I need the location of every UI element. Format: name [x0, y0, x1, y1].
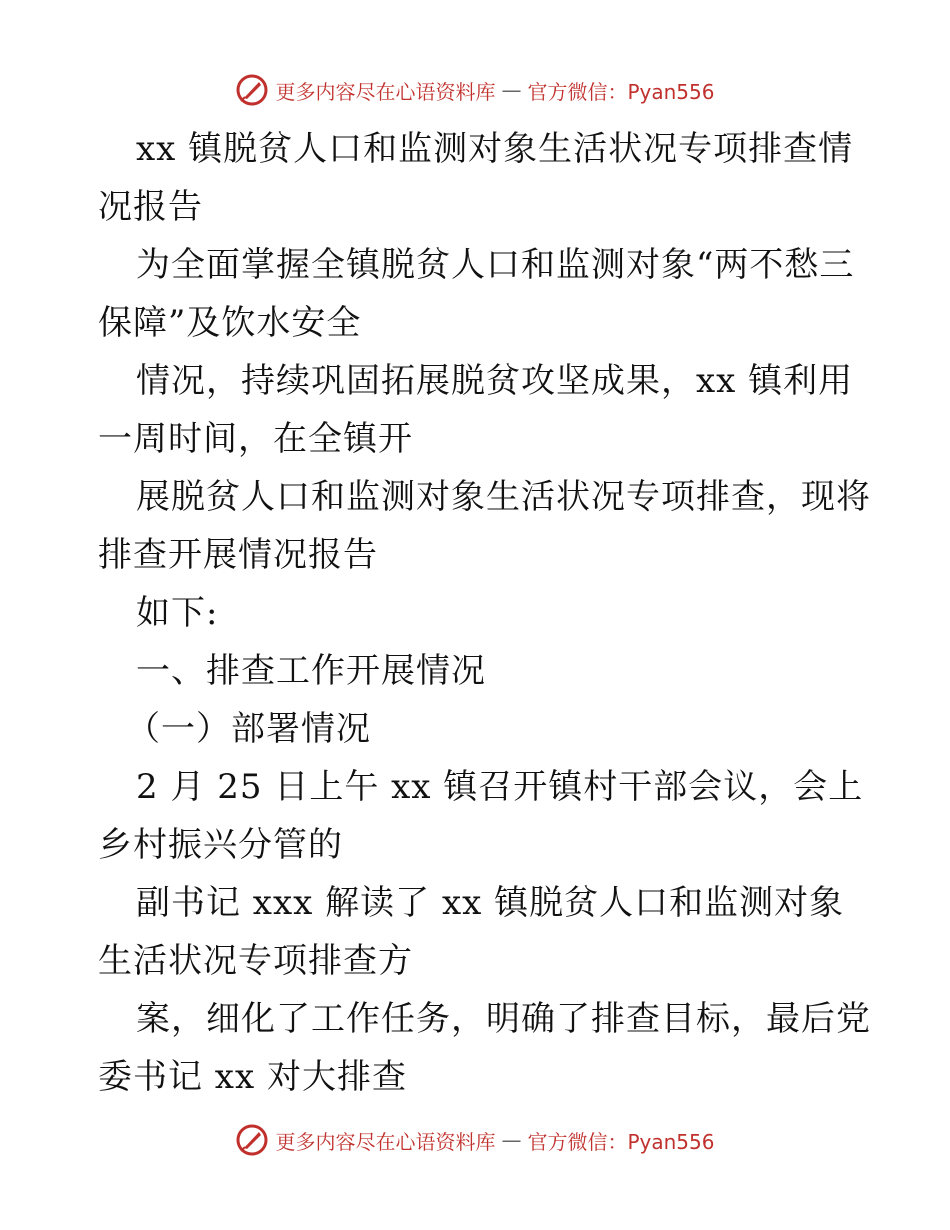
- watermark-dash: —: [501, 1128, 522, 1152]
- paragraph-line: 委书记 xx 对大排查: [98, 1057, 407, 1097]
- paragraph-line: 排查开展情况报告: [98, 535, 378, 575]
- watermark-wechat: 官方微信：Pyan556: [527, 79, 715, 104]
- watermark-wechat: 官方微信：Pyan556: [527, 1129, 715, 1154]
- document-body: [98, 120, 871, 1106]
- watermark-dash: —: [501, 78, 522, 102]
- watermark-text: 更多内容尽在心语资料库: [275, 1129, 496, 1154]
- feather-pen-icon: [235, 1123, 269, 1157]
- header-watermark: [0, 70, 950, 110]
- title-line-1: xx 镇脱贫人口和监测对象生活状况专项排查情: [136, 129, 854, 169]
- feather-pen-icon: [235, 73, 269, 107]
- paragraph-line: 展脱贫人口和监测对象生活状况专项排查，现将: [136, 477, 871, 517]
- subsection-heading: （一）部署情况: [126, 709, 371, 749]
- paragraph-line: 生活状况专项排查方: [98, 941, 413, 981]
- paragraph-line: 2 月 25 日上午 xx 镇召开镇村干部会议，会上: [136, 767, 864, 807]
- paragraph-line: 案，细化了工作任务，明确了排查目标，最后党: [136, 999, 871, 1039]
- paragraph-line: 为全面掌握全镇脱贫人口和监测对象“两不愁三: [136, 245, 855, 285]
- paragraph-line: 情况，持续巩固拓展脱贫攻坚成果，xx 镇利用: [136, 361, 854, 401]
- paragraph-line: 副书记 xxx 解读了 xx 镇脱贫人口和监测对象: [136, 883, 845, 923]
- paragraph-line: 一周时间，在全镇开: [98, 419, 413, 459]
- footer-watermark: [0, 1120, 950, 1160]
- section-heading: 一、排查工作开展情况: [136, 651, 486, 691]
- watermark-text: 更多内容尽在心语资料库: [275, 79, 496, 104]
- title-line-2: 况报告: [98, 187, 203, 227]
- paragraph-line: 乡村振兴分管的: [98, 825, 343, 865]
- paragraph-line: 如下:: [136, 593, 219, 633]
- paragraph-line: 保障”及饮水安全: [98, 303, 362, 343]
